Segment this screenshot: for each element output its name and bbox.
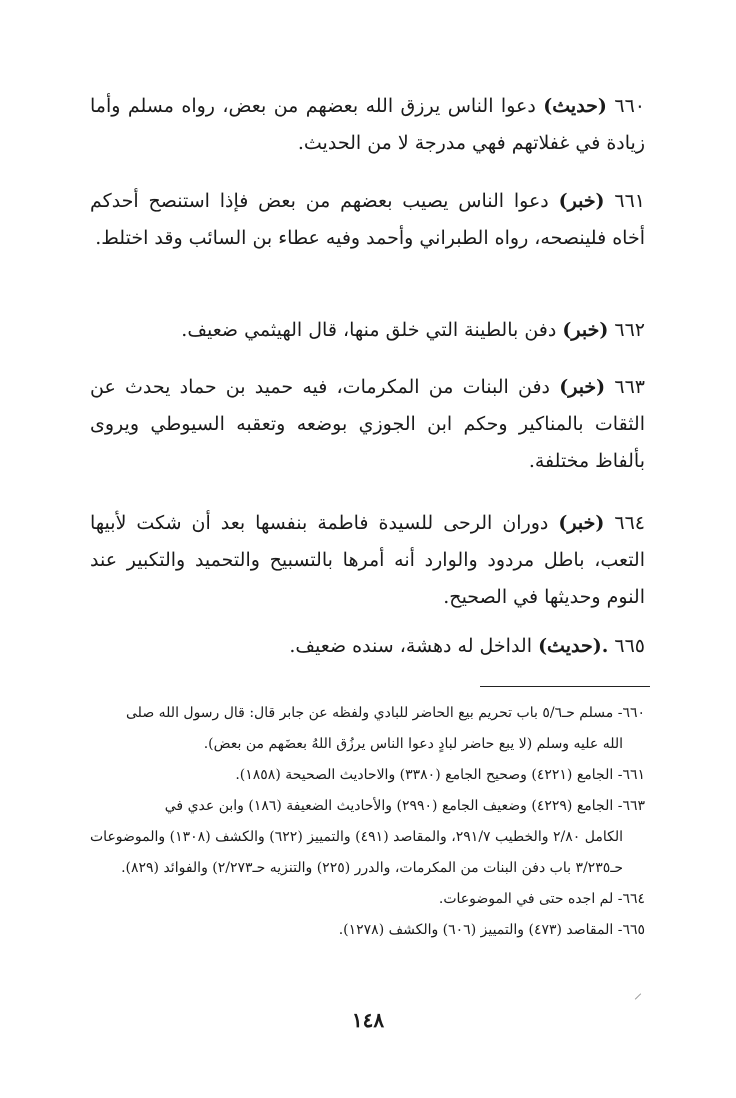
footnote-number: ٦٦٥- xyxy=(617,922,645,938)
entry-number: ٦٦١ xyxy=(614,190,646,212)
footnote-663 xyxy=(90,791,645,884)
entry-text: دعوا الناس يصيب بعضهم من بعض فإذا استنصح أحدكم أخاه فلينصحه، رواه الطبراني وأحمد وفيه عطاء بن السائب وقد اختلط. xyxy=(90,190,645,249)
footnote-text: مسلم حـ٥/٦ باب تحريم بيع الحاضر للبادي ولفظه عن جابر قال: قال رسول الله صلى xyxy=(126,705,614,721)
footnote-number: ٦٦١- xyxy=(617,767,645,783)
footnote-660 xyxy=(90,698,645,760)
entry-663 xyxy=(90,369,645,480)
footnote-number: ٦٦٠- xyxy=(617,705,645,721)
footnote-continuation: الله عليه وسلم (لا يبع حاضر لبادٍ دعوا الناس يرزُق اللهُ بعضَهم من بعض). xyxy=(203,736,623,752)
footnote-661 xyxy=(90,760,645,791)
entry-number: ٦٦٥ xyxy=(614,635,645,657)
entry-text: دفن البنات من المكرمات، فيه حميد بن حماد يحدث عن الثقات بالمناكير وحكم ابن الجوزي بوضعه وتعقبه السيوطي ويروى بألفاظ مختلفة. xyxy=(90,376,645,472)
entry-tag: (حديث) xyxy=(543,95,607,117)
footnote-continuation: الكامل ٢/٨٠ والخطيب ٢٩١/٧، والمقاصد (٤٩١) والتمييز (٦٢٢) والكشف (١٣٠٨) والموضوعات حـ٣/٢٣٥ باب دفن البنات من المكرمات، والدرر (٢٢٥) والتنزيه حـ٢/٢٧٣) والفوائد (٨٢٩). xyxy=(90,829,623,876)
entry-text: دفن بالطينة التي خلق منها، قال الهيثمي ضعيف. xyxy=(181,319,557,341)
margin-mark xyxy=(635,993,641,999)
entry-number: ٦٦٠ xyxy=(614,95,645,117)
footnotes xyxy=(90,698,645,946)
entry-664 xyxy=(90,505,645,616)
entry-text: دوران الرحى للسيدة فاطمة بنفسها بعد أن شكت لأبيها التعب، باطل مردود والوارد أنه أمرها بالتسبيح والتحميد والتكبير عند النوم وحديثها في الصحيح. xyxy=(90,512,646,608)
entry-number: ٦٦٣ xyxy=(614,376,645,398)
entry-number: ٦٦٤ xyxy=(614,512,645,534)
entry-tag: (خبر) xyxy=(558,512,605,534)
footnote-text: الجامع (٤٢٢١) وصحيح الجامع (٣٣٨٠) والاحاديث الصحيحة (١٨٥٨). xyxy=(235,767,614,783)
entry-tag: (خبر) xyxy=(558,190,605,212)
entry-tag: (خبر) xyxy=(559,376,606,398)
footnote-text: لم اجده حتى في الموضوعات. xyxy=(438,891,614,907)
entry-tag: (خبر) xyxy=(562,319,609,341)
footnote-number: ٦٦٣- xyxy=(617,798,645,814)
entry-number: ٦٦٢ xyxy=(614,319,645,341)
footnote-number: ٦٦٤- xyxy=(617,891,645,907)
footnote-665 xyxy=(90,915,645,946)
page-number: ١٤٨ xyxy=(351,1008,385,1032)
entry-660 xyxy=(90,88,645,162)
footnote-664 xyxy=(90,884,645,915)
entry-text: الداخل له دهشة، سنده ضعيف. xyxy=(289,635,533,657)
footnote-divider xyxy=(480,686,650,687)
entry-662 xyxy=(90,312,645,349)
entry-661 xyxy=(90,183,645,257)
footnote-text: الجامع (٤٢٢٩) وضعيف الجامع (٢٩٩٠) والأحاديث الضعيفة (١٨٦) وابن عدي في xyxy=(164,798,614,814)
entry-tag: .(حديث) xyxy=(538,635,609,657)
entry-665 xyxy=(90,628,645,665)
entry-text: دعوا الناس يرزق الله بعضهم من بعض، رواه مسلم وأما زيادة في غفلاتهم فهي مدرجة لا من الحديث. xyxy=(90,95,645,154)
footnote-text: المقاصد (٤٧٣) والتمييز (٦٠٦) والكشف (١٢٧٨). xyxy=(338,922,614,938)
